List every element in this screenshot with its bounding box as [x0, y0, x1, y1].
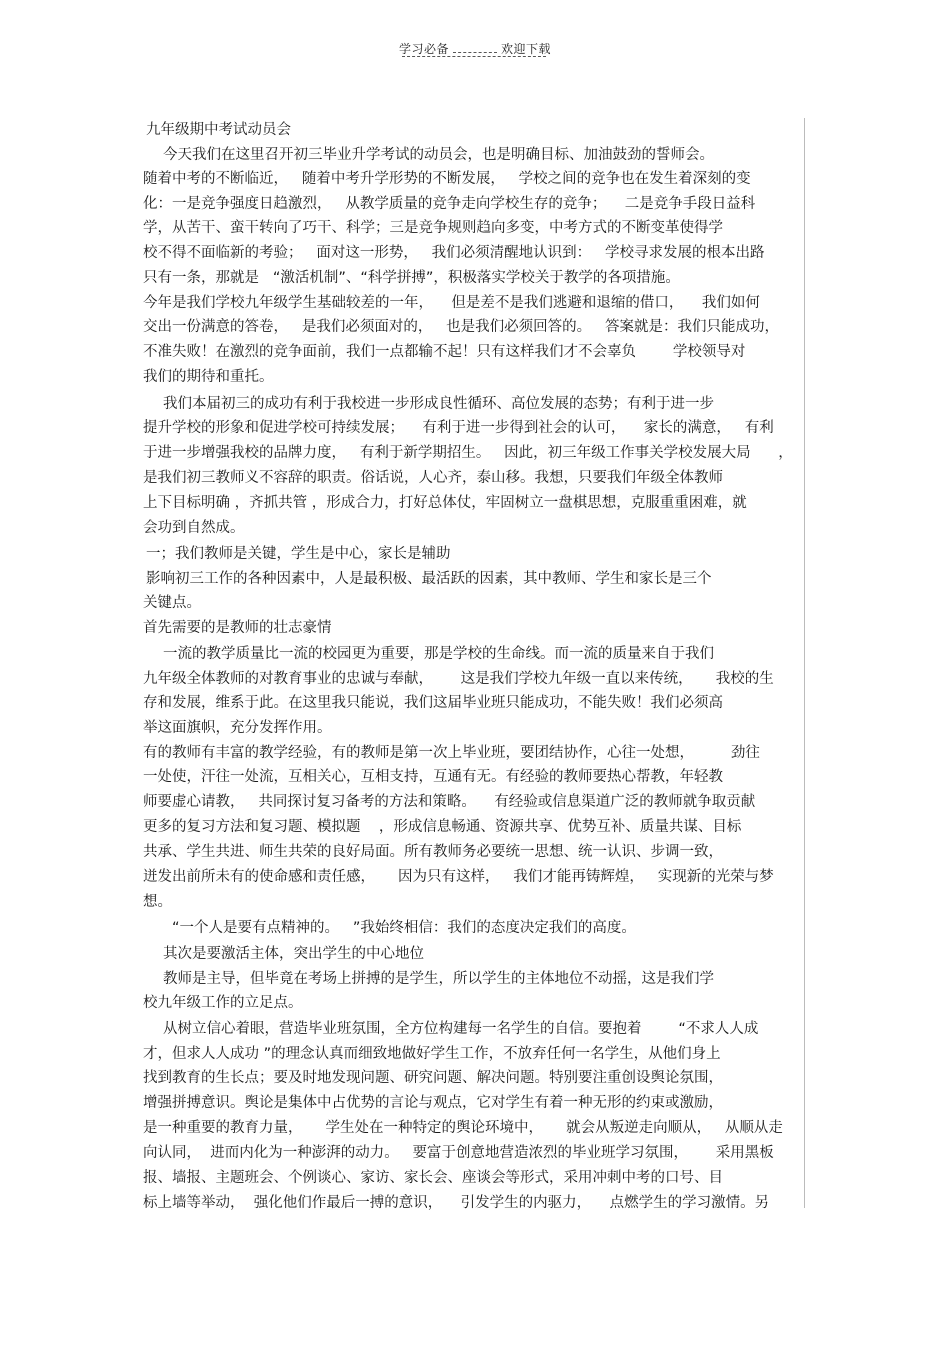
text-line: 会功到自然成。 — [143, 520, 245, 536]
text-line: 我们本届初三的成功有利于我校进一步形成良性循环、高位发展的态势；有利于进一步 — [163, 396, 714, 412]
text-line: 找到教育的生长点；要及时地发现问题、研究问题、解决问题。特别要注重创设舆论氛围， — [143, 1070, 723, 1086]
text-line: 今年是我们学校九年级学生基础较差的一年， 但是差不是我们逃避和退缩的借口， 我们如何 — [143, 295, 760, 311]
text-line: 教师是主导，但毕竟在考场上拼搏的是学生，所以学生的主体地位不动摇，这是我们学 — [163, 971, 714, 987]
text-line: 才，但求人人成功 ”的理念认真而细致地做好学生工作，不放弃任何一名学生，从他们身上 — [143, 1046, 721, 1062]
text-line: 是我们初三教师义不容辞的职责。俗话说，人心齐，泰山移。我想，只要我们年级全体教师 — [143, 470, 723, 486]
text-line: 从树立信心着眼，营造毕业班氛围，全方位构建每一名学生的自信。要抱着 “不求人人成 — [163, 1021, 759, 1037]
text-line: 学，从苦干、蛮干转向了巧干、科学；三是竞争规则趋向多变，中考方式的不断变革使得学 — [143, 220, 723, 236]
text-line: 上下目标明确 ，齐抓共管 ，形成合力，打好总体仗，牢固树立一盘棋思想，克服重重困难，就 — [143, 495, 747, 511]
text-line: 一处使，汗往一处流，互相关心，互相支持，互通有无。有经验的教师要热心帮教，年轻教 — [143, 769, 723, 785]
section-heading: 其次是要激活主体，突出学生的中心地位 — [163, 946, 424, 962]
text-line: 一流的教学质量比一流的校园更为重要，那是学校的生命线。而一流的质量来自于我们 — [163, 646, 714, 662]
text-line: 迸发出前所未有的使命感和责任感， 因为只有这样， 我们才能再铸辉煌， 实现新的光荣与梦 — [143, 869, 774, 885]
text-line: 存和发展，维系于此。在这里我只能说，我们这届毕业班只能成功，不能失败！我们必须高 — [143, 695, 723, 711]
text-line: 增强拼搏意识。舆论是集体中占优势的言论与观点，它对学生有着一种无形的约束或激励， — [143, 1095, 723, 1111]
text-line: 有的教师有丰富的教学经验，有的教师是第一次上毕业班，要团结协作，心往一处想， 劲往 — [143, 745, 760, 761]
text-line: 举这面旗帜，充分发挥作用。 — [143, 720, 332, 736]
quote-line: “一个人是要有点精神的。 ”我始终相信：我们的态度决定我们的高度。 — [172, 920, 636, 936]
text-line: 是一种重要的教育力量， 学生处在一种特定的舆论环境中， 就会从叛逆走向顺从， 从顺从走 — [143, 1120, 783, 1136]
text-line: 标上墙等举动， 强化他们作最后一搏的意识， 引发学生的内驱力， 点燃学生的学习激情。另 — [143, 1195, 770, 1211]
text-line: 我们的期待和重托。 — [143, 369, 274, 385]
section-heading: 首先需要的是教师的壮志豪情 — [143, 620, 332, 636]
text-line: 报、墙报、主题班会、个例谈心、家访、家长会、座谈会等形式，采用冲刺中考的口号、目 — [143, 1170, 723, 1186]
document-title: 九年级期中考试动员会 — [146, 122, 291, 138]
text-line: 随着中考的不断临近， 随着中考升学形势的不断发展， 学校之间的竞争也在发生着深刻的变 — [143, 171, 751, 187]
text-line: 提升学校的形象和促进学校可持续发展； 有利于进一步得到社会的认可， 家长的满意， 有利 — [143, 420, 774, 436]
header-left-text: 学习必备 — [398, 42, 449, 56]
text-line: 想。 — [143, 894, 172, 910]
text-line: 交出一份满意的答卷， 是我们必须面对的， 也是我们必须回答的。 答案就是：我们只能成功， — [143, 319, 779, 335]
text-line: 今天我们在这里召开初三毕业升学考试的动员会，也是明确目标、加油鼓劲的誓师会。 — [163, 147, 714, 163]
text-line: 影响初三工作的各种因素中，人是最积极、最活跃的因素，其中教师、学生和家长是三个 — [146, 571, 712, 587]
text-line: 化：一是竞争强度日趋激烈， 从教学质量的竞争走向学校生存的竞争； 二是竞争手段日益科 — [143, 196, 756, 212]
text-line: 校不得不面临新的考验； 面对这一形势， 我们必须清醒地认识到： 学校寻求发展的根本出路 — [143, 245, 765, 261]
text-line: 向认同， 进而内化为一种澎湃的动力。 要富于创意地营造浓烈的毕业班学习氛围， 采用黑板 — [143, 1145, 774, 1161]
text-line: 于进一步增强我校的品牌力度， 有利于新学期招生。 因此，初三年级工作事关学校发展大局 ， — [143, 445, 793, 461]
text-line: 只有一条，那就是 “激活机制”、“科学拼搏”，积极落实学校关于教学的各项措施。 — [143, 270, 680, 286]
section-heading: 一；我们教师是关键，学生是中心，家长是辅助 — [146, 546, 451, 562]
text-line: 不准失败！在激烈的竞争面前，我们一点都输不起！只有这样我们才不会辜负 学校领导对 — [143, 344, 746, 360]
text-line: 共承、学生共进、师生共荣的良好局面。所有教师务必要统一思想、统一认识、步调一致， — [143, 844, 723, 860]
header-right-text: 欢迎下载 — [501, 42, 552, 56]
text-line: 关键点。 — [143, 595, 201, 611]
text-line: 更多的复习方法和复习题、模拟题 ，形成信息畅通、资源共享、优势互补、质量共谋、目标 — [143, 819, 742, 835]
text-line: 师要虚心请教， 共同探讨复习备考的方法和策略。 有经验或信息渠道广泛的教师就争取贡献 — [143, 794, 756, 810]
text-line: 九年级全体教师的对教育事业的忠诚与奉献， 这是我们学校九年级一直以来传统， 我校的生 — [143, 671, 774, 687]
text-line: 校九年级工作的立足点。 — [143, 995, 303, 1011]
